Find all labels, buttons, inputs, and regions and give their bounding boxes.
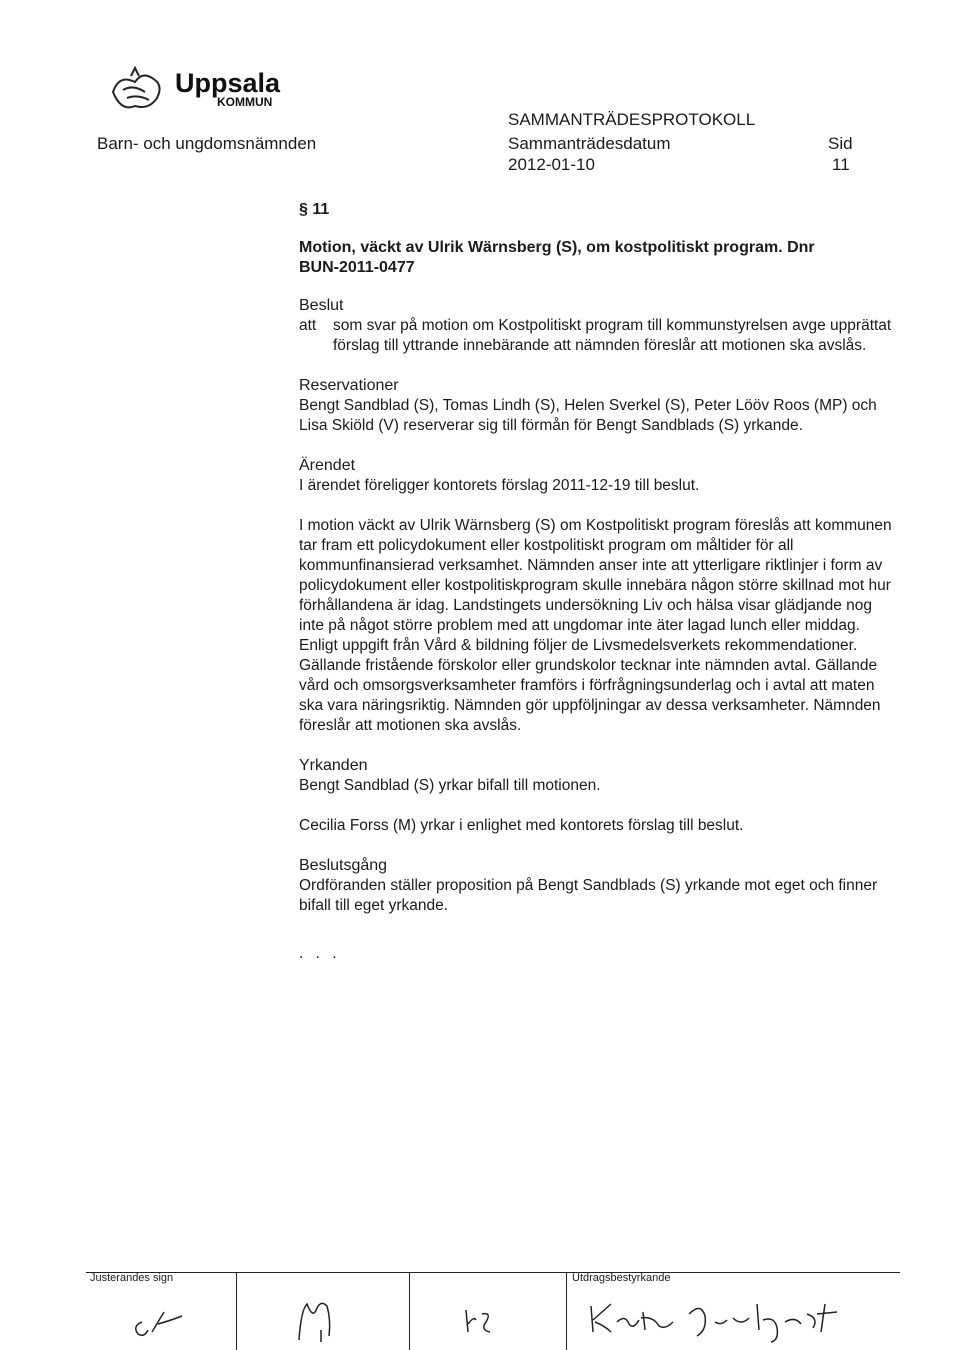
footer-separator <box>566 1272 567 1350</box>
arendet-text2: I motion väckt av Ulrik Wärnsberg (S) om Kostpolitiskt program föreslås att kommunen tar fram ett policydokument eller kostpolitiskt program om måltider för all kommunfinansierad verksamhet. Nämnden anser inte att ytterligare riktlinjer i form av policydokument eller kostpolitiskprogram skulle innebära någon större skillnad mot hur förhållandena är idag. Landstingets undersökning Liv och hälsa visar glädjande nog inte på något större problem med att ungdomar inte äter lagad lunch eller middag. Enligt uppgift från Vård & bildning följer de Livsmedelsverkets rekommendationer. Gällande fristående förskolor eller grundskolor tecknar inte nämnden avtal. Gällande vård och omsorgsverksamheter framförs i förfrågningsunderlag och i avtal att maten ska vara näringsriktig. Nämnden gör uppföljningar av dessa verksamheter. Nämnden föreslår att motionen ska avslås. <box>299 517 892 734</box>
svg-text:KOMMUN: KOMMUN <box>217 95 273 109</box>
motion-title-line2: BUN-2011-0477 <box>299 259 415 276</box>
footer-separator <box>236 1272 237 1350</box>
yrkanden-section <box>299 756 899 796</box>
document-type: SAMMANTRÄDESPROTOKOLL <box>508 110 756 129</box>
yrkanden-text1: Bengt Sandblad (S) yrkar bifall till motionen. <box>299 777 601 794</box>
handwritten-signature <box>456 1300 516 1340</box>
utdragsbestyrkande-label: Utdragsbestyrkande <box>572 1272 671 1284</box>
arendet-text1: I ärendet föreligger kontorets förslag 2011-12-19 till beslut. <box>299 477 700 494</box>
beslutsgang-heading: Beslutsgång <box>299 857 388 874</box>
date-label: Sammanträdesdatum <box>508 134 671 153</box>
handwritten-signature <box>291 1290 361 1350</box>
motion-title-line1: Motion, väckt av Ulrik Wärnsberg (S), om kostpolitiskt program. Dnr <box>299 239 815 256</box>
signature-footer <box>86 1262 900 1350</box>
beslut-heading: Beslut <box>299 297 344 314</box>
handwritten-signature <box>124 1302 204 1342</box>
svg-text:Uppsala: Uppsala <box>175 68 281 98</box>
page-label: Sid <box>828 134 853 153</box>
coat-of-arms-icon <box>105 60 345 120</box>
beslut-att-clause <box>299 316 899 356</box>
ellipsis: . . . <box>299 945 341 962</box>
section-number: § 11 <box>299 201 330 218</box>
reservationer-section <box>299 376 899 436</box>
yrkanden-text2: Cecilia Forss (M) yrkar i enlighet med kontorets förslag till beslut. <box>299 817 744 834</box>
protocol-body <box>299 200 899 964</box>
uppsala-kommun-logo <box>105 60 345 120</box>
yrkanden-heading: Yrkanden <box>299 757 368 774</box>
att-label: att <box>299 317 317 334</box>
beslut-text: som svar på motion om Kostpolitiskt program till kommunstyrelsen avge upprättat förslag till yttrande innebärande att nämnden föreslår att motionen ska avslås. <box>333 317 892 354</box>
arendet-section <box>299 456 899 496</box>
reservationer-heading: Reservationer <box>299 377 399 394</box>
beslutsgang-section <box>299 856 899 916</box>
footer-divider <box>86 1272 900 1273</box>
justerandes-sign-label: Justerandes sign <box>90 1272 174 1284</box>
motion-title <box>299 238 899 278</box>
footer-separator <box>409 1272 410 1350</box>
arendet-heading: Ärendet <box>299 457 356 474</box>
organization-name: Barn- och ungdomsnämnden <box>97 134 317 153</box>
beslut-section <box>299 296 899 356</box>
page-number: 11 <box>832 155 850 174</box>
reservationer-text: Bengt Sandblad (S), Tomas Lindh (S), Helen Sverkel (S), Peter Lööv Roos (MP) och Lisa Skiöld (V) reserverar sig till förmån för Bengt Sandblads (S) yrkande. <box>299 397 877 434</box>
beslutsgang-text: Ordföranden ställer proposition på Bengt Sandblads (S) yrkande mot eget och finner bifall till eget yrkande. <box>299 877 878 914</box>
date-value: 2012-01-10 <box>508 155 595 174</box>
handwritten-signature <box>581 1296 881 1346</box>
